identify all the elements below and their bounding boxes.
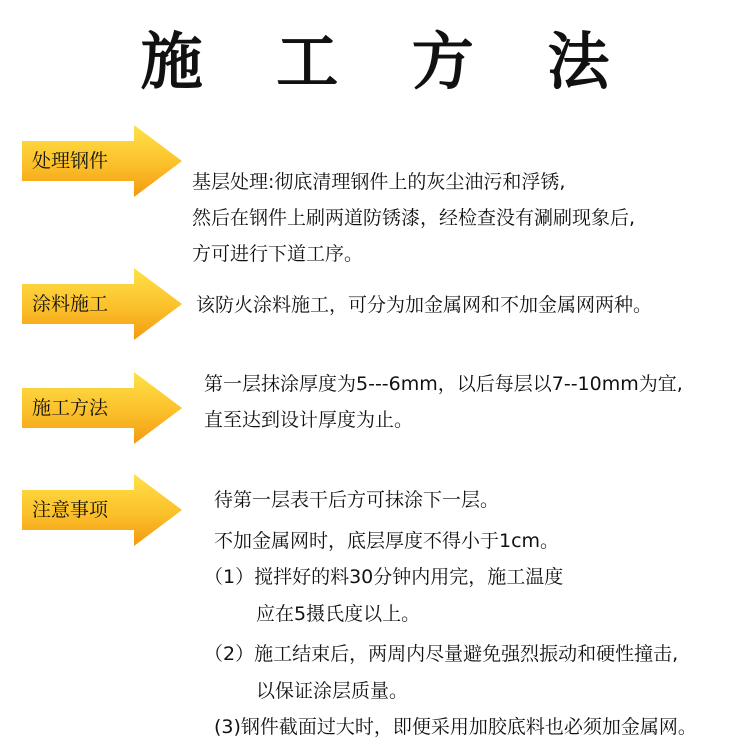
section-label: 施工方法 bbox=[32, 397, 109, 419]
section-2-line-1: 该防火涂料施工，可分为加金属网和不加金属网两种。 bbox=[196, 294, 653, 316]
section-1-line-3: 方可进行下道工序。 bbox=[192, 243, 364, 265]
page-title: 施 工 方 法 bbox=[140, 25, 636, 98]
section-4-line-6: 以保证涂层质量。 bbox=[256, 680, 409, 702]
section-label: 涂料施工 bbox=[32, 293, 109, 315]
section-arrow-treat-steel bbox=[22, 125, 182, 197]
section-arrow-method bbox=[22, 372, 182, 444]
section-4-line-4: 应在5摄氏度以上。 bbox=[256, 603, 421, 625]
section-3-line-1: 第一层抹涂厚度为5---6mm，以后每层以7--10mm为宜, bbox=[204, 373, 683, 395]
section-label: 注意事项 bbox=[32, 499, 109, 521]
section-1-line-2: 然后在钢件上刷两道防锈漆，经检查没有涮刷现象后, bbox=[192, 207, 636, 229]
section-4-line-7: (3)钢件截面过大时，即便采用加胶底料也必须加金属网。 bbox=[214, 716, 697, 738]
section-3-line-2: 直至达到设计厚度为止。 bbox=[204, 409, 414, 431]
section-4-line-5: （2）施工结束后，两周内尽量避免强烈振动和硬性撞击, bbox=[204, 643, 679, 665]
section-label: 处理钢件 bbox=[32, 150, 109, 172]
section-arrow-notes bbox=[22, 474, 182, 546]
section-4-line-2: 不加金属网时，底层厚度不得小于1cm。 bbox=[214, 530, 560, 552]
section-1-line-1: 基层处理:彻底清理钢件上的灰尘油污和浮锈, bbox=[192, 171, 566, 193]
section-4-line-1: 待第一层表干后方可抹涂下一层。 bbox=[214, 489, 500, 511]
section-arrow-coating bbox=[22, 268, 182, 340]
section-4-line-3: （1）搅拌好的料30分钟内用完，施工温度 bbox=[204, 566, 564, 588]
